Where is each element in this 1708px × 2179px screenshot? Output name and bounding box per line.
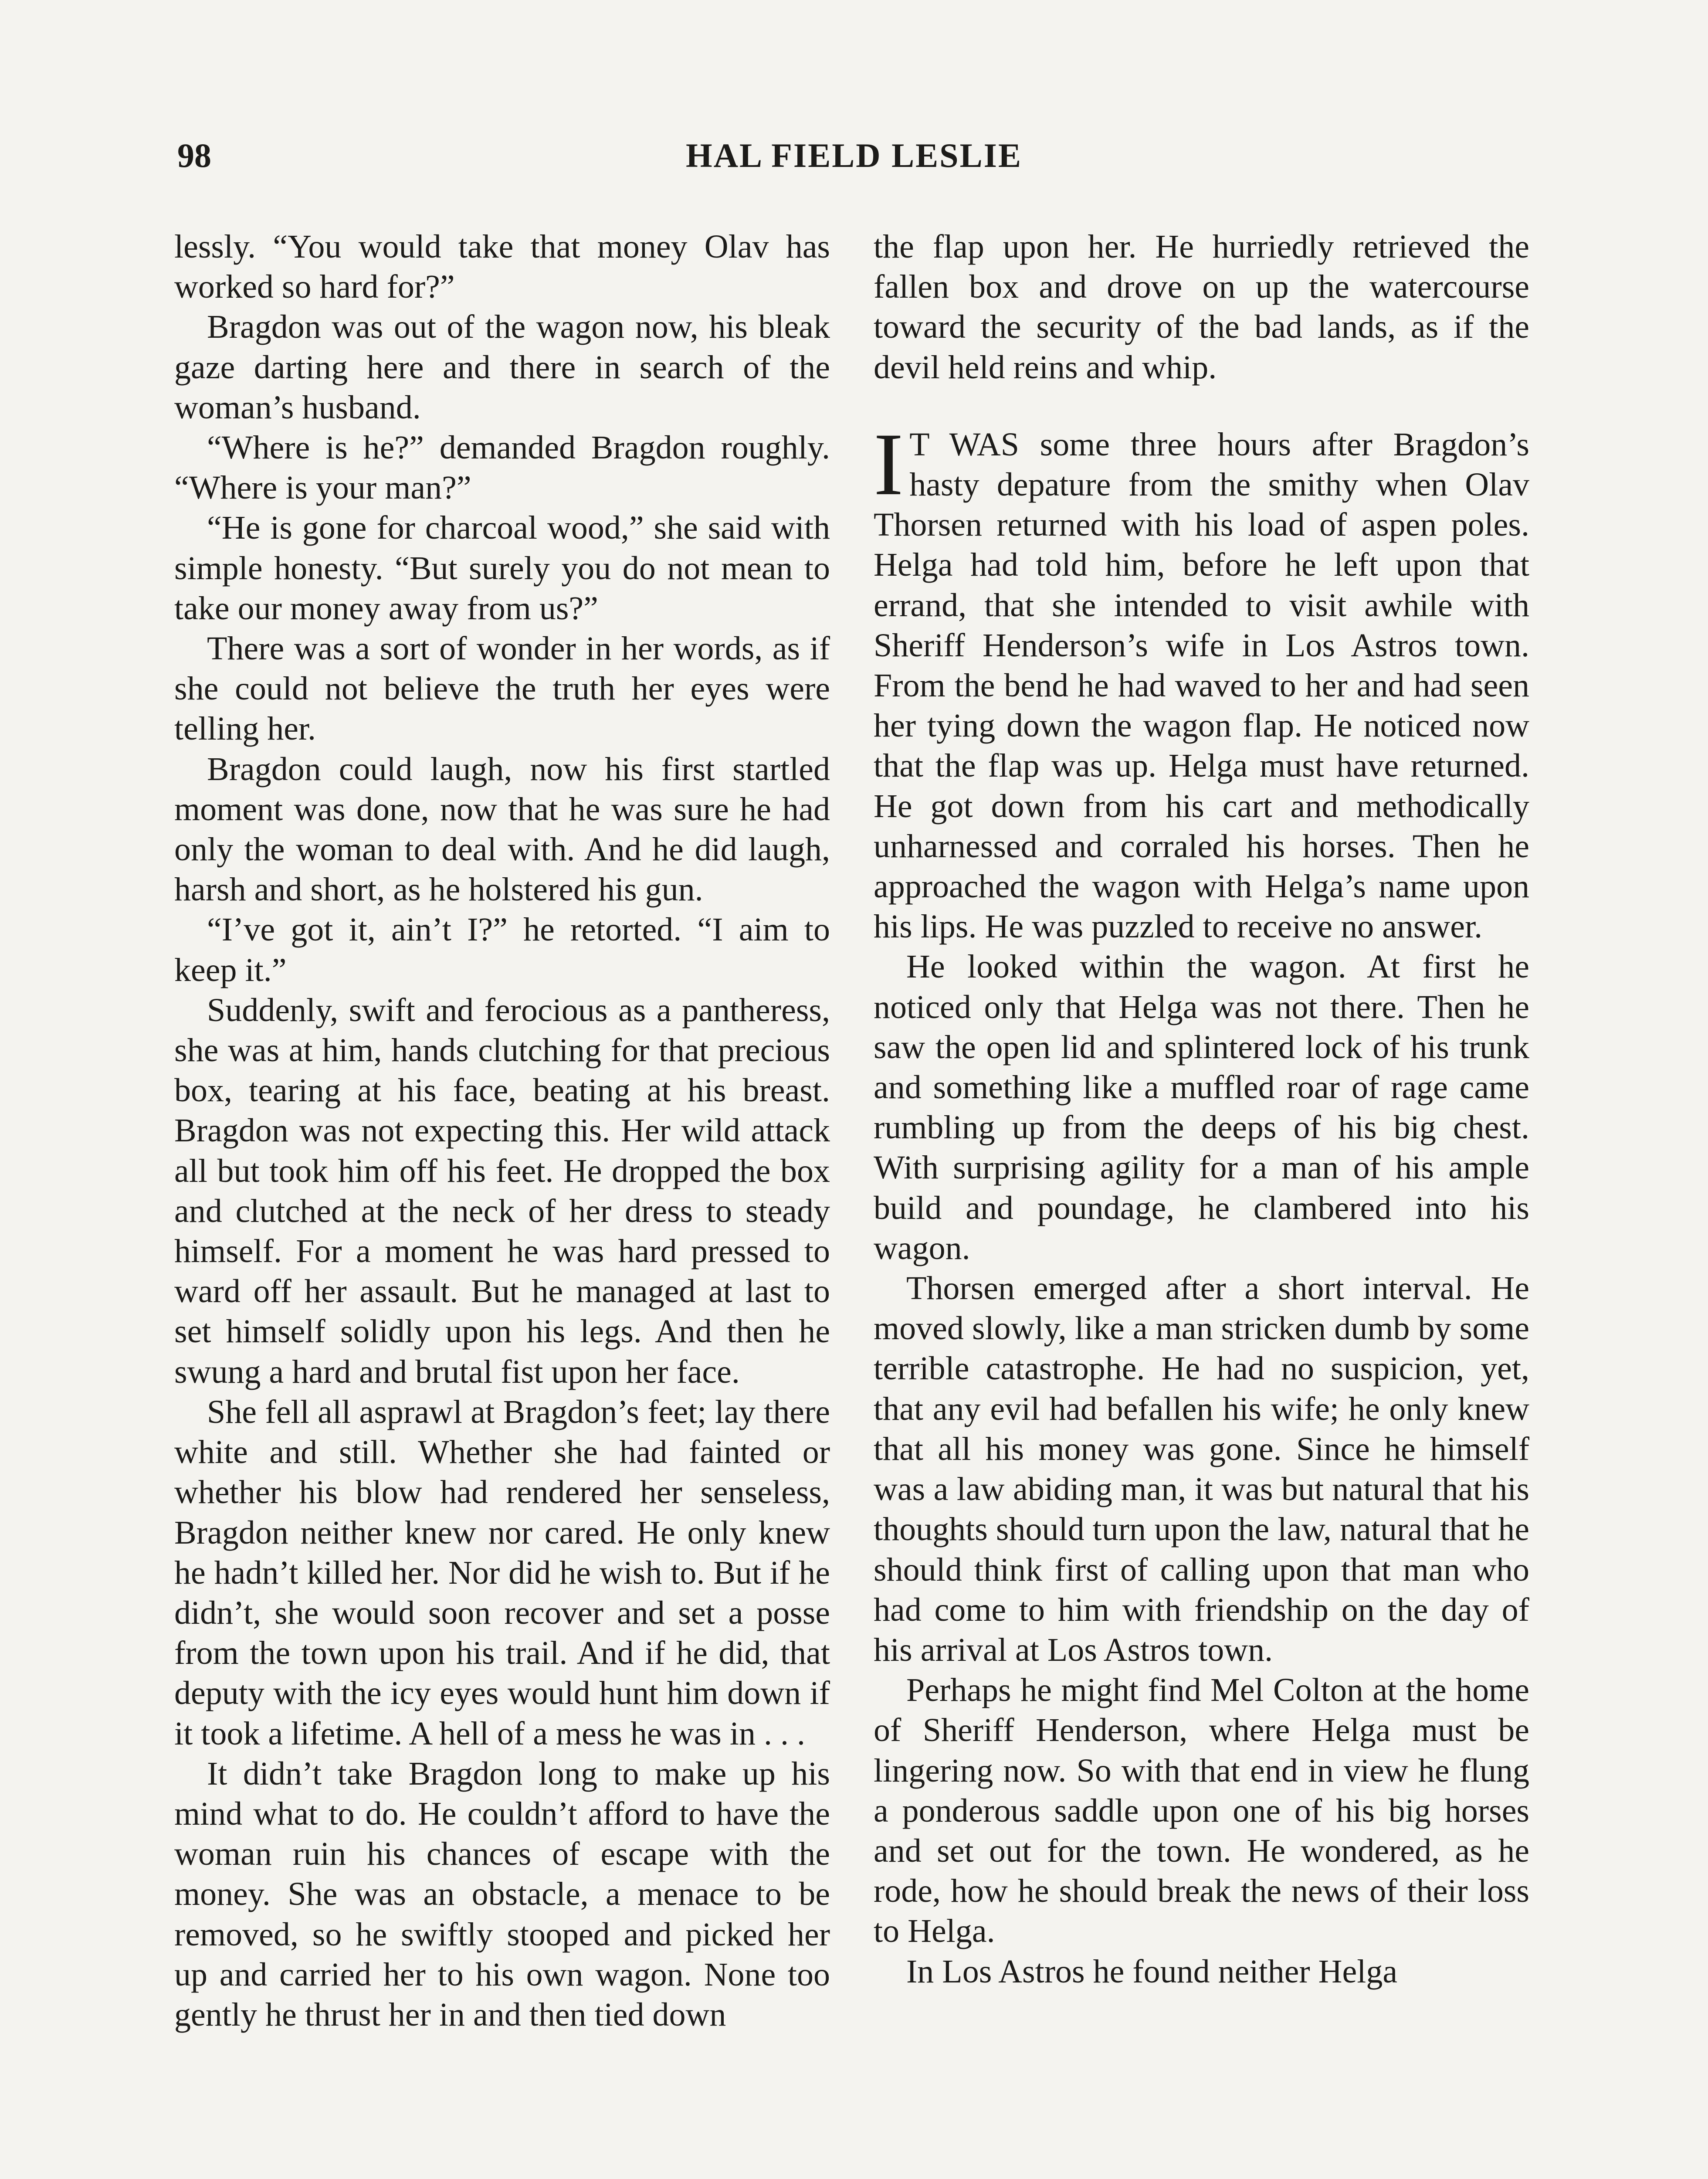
paragraph: There was a sort of wonder in her words, as if she could not believe the truth her eyes were telling her. [174,630,830,747]
paragraph: Bragdon could laugh, now his first startled moment was done, now that he was sure he had only the woman to deal with. And he did laugh, harsh and short, as he holstered his gun. [174,750,830,908]
paragraph: “I’ve got it, ain’t I?” he retorted. “I aim to keep it.” [174,911,830,988]
page-number: 98 [177,136,211,174]
paragraph: In Los Astros he found neither Helga [906,1953,1398,1990]
paragraph: “Where is he?” demanded Bragdon roughly. “Where is your man?” [174,429,830,506]
paragraph: Perhaps he might find Mel Colton at the home of Sheriff Henderson, where Helga must be lingering now. So with that end in view he flung a ponderous saddle upon one of his big horses and set out for the town. He wondered, as he rode, how he should break the news of their loss to Helga. [874,1672,1529,1950]
paragraph: She fell all asprawl at Bragdon’s feet; lay there white and still. Whether she had fainted or whether his blow had rendered her senseless, Bragdon neither knew nor cared. He only knew he hadn’t killed her. Nor did he wish to. But if he didn’t, she would soon recover and set a posse from the town upon his trail. And if he did, that deputy with the icy eyes would hunt him down if it took a lifetime. A hell of a mess he was in . . . [174,1393,830,1752]
drop-cap: I [874,414,904,514]
paragraph: the flap upon her. He hurriedly retrieved the fallen box and drove on up the watercourse toward the security of the bad lands, as if the devil held reins and whip. [874,228,1529,386]
running-head: HAL FIELD LESLIE [686,136,1022,174]
paragraph: “He is gone for charcoal wood,” she said with simple honesty. “But surely you do not mean to take our money away from us?” [174,509,830,627]
paragraph: Bragdon was out of the wagon now, his bleak gaze darting here and there in search of the woman’s husband. [174,309,830,426]
left-column [174,227,830,2035]
paragraph: Thorsen emerged after a short interval. He moved slowly, like a man stricken dumb by some terrible catastrophe. He had no suspicion, yet, that any evil had befallen his wife; he only knew that all his money was gone. Since he himself was a law abiding man, it was but natural that his thoughts should turn upon the law, natural that he should think first of calling upon that man who had come to him with friendship on the day of his arrival at Los Astros town. [874,1270,1529,1668]
section-opening-paragraph [874,414,1529,947]
paragraph: He looked within the wagon. At first he noticed only that Helga was not there. Then he saw the open lid and splintered lock of his trunk and something like a muffled roar of rage came rumbling up from the deeps of his big chest. With surprising agility for a man of his ample build and poundage, he clambered into his wagon. [874,948,1529,1266]
paragraph: Suddenly, swift and ferocious as a pantheress, she was at him, hands clutching for that precious box, tearing at his face, beating at his breast. Bragdon was not expecting this. Her wild attack all but took him off his feet. He dropped the box and clutched at the neck of her dress to steady himself. For a moment he was hard pressed to ward off her assault. But he managed at last to set himself solidly upon his legs. And then he swung a hard and brutal fist upon her face. [174,991,830,1390]
right-column [874,227,1529,1992]
paragraph: lessly. “You would take that money Olav has worked so hard for?” [174,228,830,305]
paragraph: It didn’t take Bragdon long to make up his mind what to do. He couldn’t afford to have the woman ruin his chances of escape with the money. She was an obstacle, a menace to be removed, so he swiftly stooped and picked her up and carried her to his own wagon. None too gently he thrust her in and then tied down [174,1755,830,2033]
section-opening-text: T WAS some three hours after Bragdon’s hasty depature from the smithy when Olav Thorsen returned with his load of aspen poles. Helga had told him, before he left upon that errand, that she intended to visit awhile with Sheriff Henderson’s wife in Los Astros town. From the bend he had waved to her and had seen her tying down the wagon flap. He noticed now that the flap was up. Helga must have returned. He got down from his cart and methodically unharnessed and corraled his horses. Then he approached the wagon with Helga’s name upon his lips. He was puzzled to receive no answer. [874,426,1529,945]
